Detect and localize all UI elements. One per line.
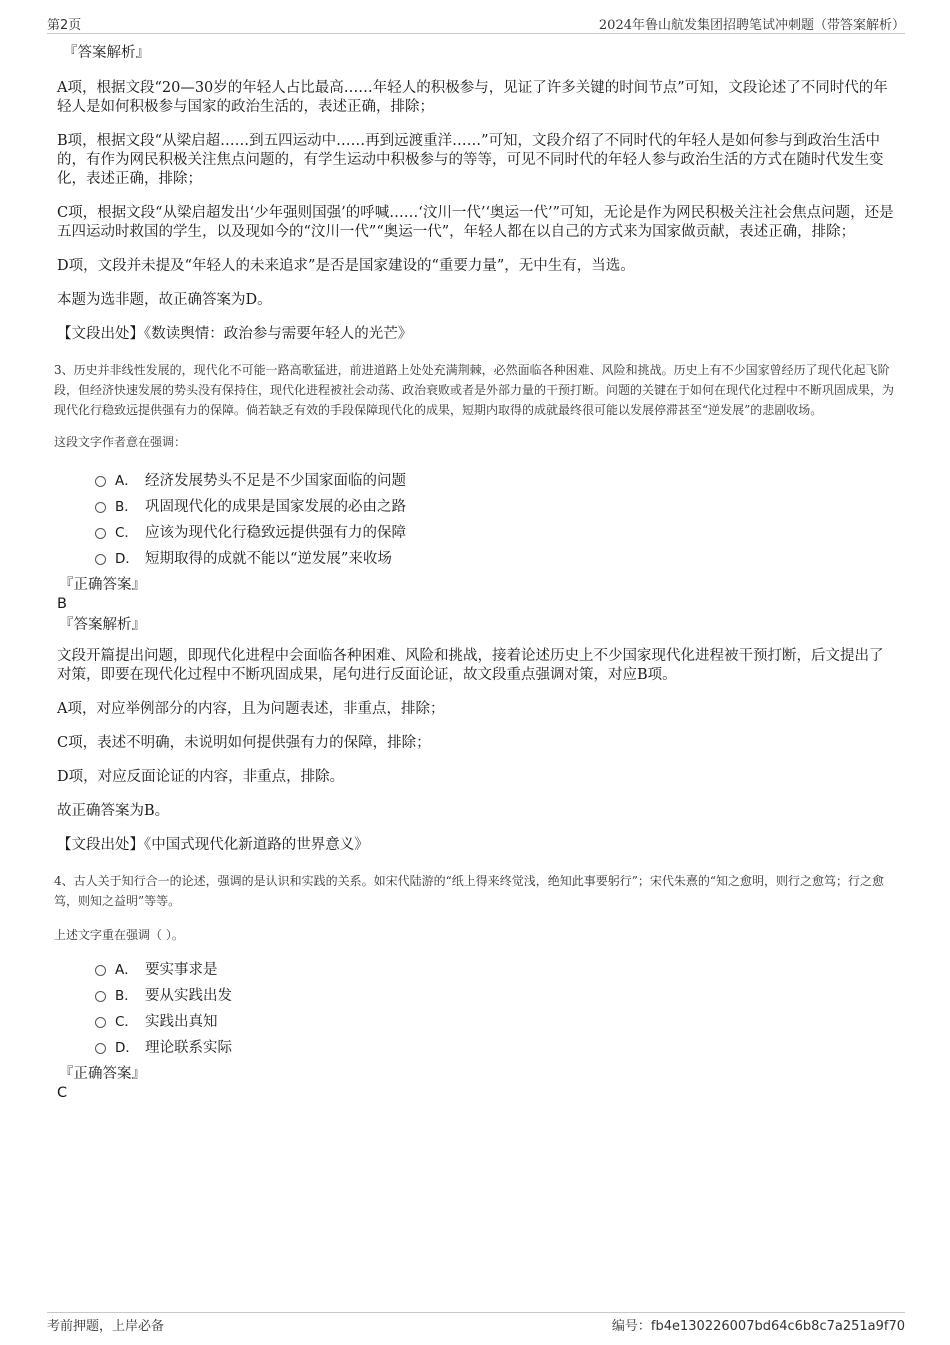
q4-correct-label: 『正确答案』 xyxy=(59,1066,146,1082)
q4-option-b[interactable]: B． 要从实践出发 xyxy=(95,981,897,1007)
page-content xyxy=(54,44,897,1102)
code-value: fb4e130226007bd64c6b8c7a251a9f70 xyxy=(650,1319,905,1334)
q2-analysis-a: A项，根据文段“20—30岁的年轻人占比最高……年轻人的积极参与，见证了许多关键的时间节点”可知，文段论述了不同时代的年轻人是如何积极参与国家的政治生活的，表述正确，排除； xyxy=(57,80,888,115)
q2-analysis-c: C项，根据文段“从梁启超发出‘少年强则国强’的呼喊……‘汶川一代’‘奥运一代’”可知，无论是作为网民积极关注社会焦点问题，还是五四运动时救国的学生，以及现如今的“汶川一代”“奥运一代”，年轻人都在以自己的方式来为国家做贡献，表述正确，排除； xyxy=(57,205,894,240)
q2-analysis-label: 『答案解析』 xyxy=(63,45,150,61)
q3-option-d[interactable]: D． 短期取得的成就不能以“逆发展”来收场 xyxy=(95,544,897,570)
page-header xyxy=(47,14,905,34)
q3-analysis-a: A项，对应举例部分的内容，且为问题表述，非重点，排除； xyxy=(57,701,445,717)
code-label: 编号： xyxy=(611,1319,651,1334)
radio-icon[interactable] xyxy=(95,1017,106,1028)
q3-option-a[interactable]: A． 经济发展势头不足是不少国家面临的问题 xyxy=(95,466,897,492)
radio-icon[interactable] xyxy=(95,502,106,513)
q3-conclusion: 故正确答案为B。 xyxy=(57,803,170,819)
q3-analysis-label: 『答案解析』 xyxy=(59,617,146,633)
q4-option-d[interactable]: D． 理论联系实际 xyxy=(95,1033,897,1059)
q4-correct-answer: C xyxy=(57,1085,68,1101)
q2-analysis-d: D项，文段并未提及“年轻人的未来追求”是否是国家建设的“重要力量”，无中生有，当选。 xyxy=(57,258,635,274)
q2-source: 【文段出处】《数读舆情：政治参与需要年轻人的光芒》 xyxy=(57,326,413,342)
q3-option-c[interactable]: C． 应该为现代化行稳致远提供强有力的保障 xyxy=(95,518,897,544)
q3-stem: 3、历史并非线性发展的，现代化不可能一路高歌猛进，前进道路上处处充满荆棘，必然面临各种困难、风险和挑战。历史上有不少国家曾经历了现代化起飞阶段，但经济快速发展的势头没有保持住，现代化进程被社会动荡、政治衰败或者是外部力量的干预打断。问题的关键在于如何在现代化过程中不断巩固成果，为现代化行稳致远提供强有力的保障。倘若缺乏有效的手段保障现代化的成果，短期内取得的成就最终很可能以发展停滞甚至“逆发展”的悲剧收场。 xyxy=(54,363,895,417)
q3-prompt: 这段文字作者意在强调： xyxy=(54,435,187,449)
q3-options xyxy=(95,466,897,570)
radio-icon[interactable] xyxy=(95,991,106,1002)
q4-option-c[interactable]: C． 实践出真知 xyxy=(95,1007,897,1033)
radio-icon[interactable] xyxy=(95,965,106,976)
q4-options xyxy=(95,955,897,1059)
q4-stem: 4、古人关于知行合一的论述，强调的是认识和实践的关系。如宋代陆游的“纸上得来终觉浅，绝知此事要躬行”；宋代朱熹的“知之愈明，则行之愈笃；行之愈笃，则知之益明”等等。 xyxy=(54,874,885,908)
page-number: 第2页 xyxy=(47,18,82,33)
radio-icon[interactable] xyxy=(95,554,106,565)
q2-analysis-b: B项，根据文段“从梁启超……到五四运动中……再到远渡重洋……”可知，文段介绍了不同时代的年轻人是如何参与到政治生活中的，有作为网民积极关注焦点问题的，有学生运动中积极参与的等等，可见不同时代的年轻人参与政治生活的方式在随时代发生变化，表述正确，排除； xyxy=(57,133,884,187)
radio-icon[interactable] xyxy=(95,1043,106,1054)
q3-source: 【文段出处】《中国式现代化新道路的世界意义》 xyxy=(57,837,369,853)
q3-analysis-c: C项，表述不明确，未说明如何提供强有力的保障，排除； xyxy=(57,735,431,751)
document-title: 2024年鲁山航发集团招聘笔试冲刺题（带答案解析） xyxy=(598,18,905,33)
q3-analysis-main: 文段开篇提出问题，即现代化进程中会面临各种困难、风险和挑战，接着论述历史上不少国家现代化进程被干预打断，后文提出了对策，即要在现代化过程中不断巩固成果，尾句进行反面论证，故文段重点强调对策，对应B项。 xyxy=(57,648,884,683)
q3-option-b[interactable]: B． 巩固现代化的成果是国家发展的必由之路 xyxy=(95,492,897,518)
page-footer xyxy=(47,1312,905,1334)
q3-correct-label: 『正确答案』 xyxy=(59,577,146,593)
radio-icon[interactable] xyxy=(95,476,106,487)
q2-conclusion: 本题为选非题，故正确答案为D。 xyxy=(57,292,272,308)
document-code xyxy=(612,1315,905,1334)
q3-analysis-d: D项，对应反面论证的内容，非重点，排除。 xyxy=(57,769,345,785)
footer-slogan: 考前押题，上岸必备 xyxy=(47,1319,165,1334)
radio-icon[interactable] xyxy=(95,528,106,539)
q4-option-a[interactable]: A． 要实事求是 xyxy=(95,955,897,981)
q3-correct-answer: B xyxy=(57,596,67,612)
q4-prompt: 上述文字重在强调（ ）。 xyxy=(54,928,184,942)
